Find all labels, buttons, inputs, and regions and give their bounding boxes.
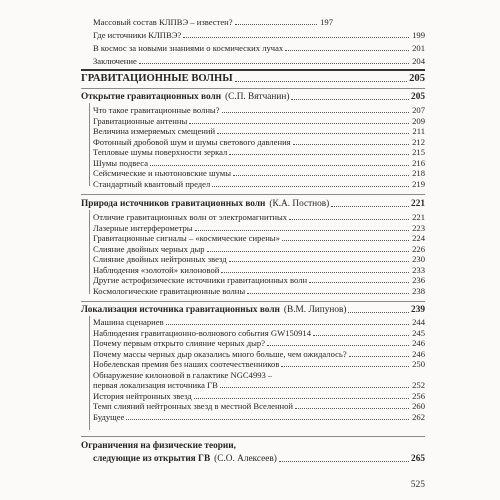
leader-dots: [217, 133, 409, 134]
toc-item-page: 226: [412, 243, 425, 254]
toc-item-title: Обнаружение килоновой в галактике NGC4993 –: [93, 369, 273, 380]
leader-dots: [235, 81, 407, 82]
leader-dots: [126, 419, 409, 420]
part-heading-line1: [81, 440, 425, 452]
toc-item-page: 238: [412, 285, 425, 296]
leader-dots: [139, 63, 409, 64]
chapter-rule: [81, 69, 425, 71]
toc-item-title: Наблюдения «золотой» килоновой: [93, 264, 220, 275]
toc-item-page: 211: [412, 126, 425, 136]
toc-item-page: 252: [412, 380, 425, 390]
toc-item-page: 204: [412, 56, 425, 66]
leader-dots: [207, 251, 409, 252]
toc-item-page: 224: [412, 233, 425, 243]
toc-item-page: 207: [412, 105, 425, 115]
part-heading: [81, 198, 425, 210]
toc-item: [93, 178, 425, 190]
toc-item-title: Отличие гравитационных волн от электромагнитных: [93, 212, 288, 222]
leader-dots: [247, 293, 409, 294]
toc-item-page: 218: [412, 168, 425, 178]
toc-item-title: Тепловые шумы поверхности зеркал: [93, 147, 228, 157]
toc-item-page: 250: [412, 359, 425, 369]
leader-dots: [233, 175, 409, 176]
toc-item-title: Массовый состав КЛПВЭ – известен?: [93, 17, 233, 27]
chapter-heading: [81, 73, 425, 85]
leader-dots: [331, 206, 409, 207]
toc-item-title: Темп слияний нейтронных звезд в местной Вселенной: [93, 401, 294, 411]
toc-item-page: 246: [412, 348, 425, 359]
chapter-title: ГРАВИТАЦИОННЫЕ ВОЛНЫ: [81, 73, 233, 84]
toc-item-title: Машина сценариев: [93, 317, 164, 327]
toc-item-title: Заключение: [93, 56, 137, 66]
leader-dots: [313, 335, 409, 336]
part-author: (К.А. Постнов): [269, 199, 330, 209]
leader-dots: [285, 50, 409, 51]
toc-item-page: 212: [412, 136, 425, 147]
leader-dots: [183, 37, 409, 38]
leader-dots: [281, 366, 409, 367]
toc-item-page: 223: [412, 222, 425, 233]
toc-item-title: Гравитационные антенны: [93, 115, 188, 126]
part-title: следующие из открытия ГВ: [93, 454, 211, 464]
toc-item-title: Наблюдения гравитационно-волнового события GW150914: [93, 327, 311, 338]
part-page: 239: [411, 305, 425, 315]
part-title: Открытие гравитационных волн: [81, 92, 222, 102]
leader-dots: [293, 144, 409, 145]
leader-dots: [229, 154, 409, 155]
toc-item: [93, 285, 425, 297]
toc-item-page: 215: [412, 147, 425, 157]
toc-item-title: Фотонный дробовой шум и шумы светового давления: [93, 136, 291, 147]
leader-dots: [291, 99, 409, 100]
part-page: 205: [411, 92, 425, 102]
leader-dots: [195, 230, 409, 231]
leader-dots: [309, 282, 409, 283]
toc-item-title: Величина измеряемых смещений: [93, 126, 216, 136]
toc-item-title: Будущее: [93, 411, 125, 422]
leader-dots: [282, 240, 409, 241]
part-page: 265: [411, 454, 425, 464]
leader-dots: [229, 261, 409, 262]
toc-item-page: 262: [412, 411, 425, 422]
part-page: 221: [411, 199, 425, 209]
toc-item-title: Гравитационные сигналы – «космические сирены»: [93, 233, 280, 243]
divider: [81, 88, 425, 89]
toc-item-title: Почему первым открыто слияние черных дыр?: [93, 338, 266, 348]
toc-item-title: История нейтронных звезд: [93, 390, 192, 401]
toc-item-title: Другие астрофизические источники гравитационных волн: [93, 275, 308, 285]
toc-item-page: 199: [412, 30, 425, 40]
leader-dots: [166, 324, 409, 325]
leader-dots: [222, 112, 409, 113]
leader-dots: [189, 123, 409, 124]
toc-item: [93, 411, 425, 423]
toc-item-page: 221: [412, 212, 425, 222]
part-author: (С.П. Вятчанин): [225, 92, 290, 102]
leader-dots: [194, 398, 409, 399]
toc-item-page: 230: [412, 254, 425, 264]
part-sidebar-line: [89, 210, 90, 294]
toc-item-title: Слияние двойных нейтронных звезд: [93, 254, 227, 264]
part-heading-line2: [93, 453, 425, 465]
toc-item-title: Лазерные интерферометры: [93, 222, 193, 233]
leader-dots: [348, 312, 409, 313]
toc-item-title: Почему массы черных дыр оказались много больше, чем ожидалось?: [93, 348, 347, 359]
toc-item-page: 260: [412, 401, 425, 411]
part-heading: [81, 304, 425, 316]
part-author: (С.О. Алексеев): [214, 454, 277, 464]
toc-item-title: Сейсмические и ньютоновские шумы: [93, 168, 231, 178]
toc-item-title: В космос за новыми знаниями о космических лучах: [93, 43, 284, 53]
toc-item-page: 209: [412, 115, 425, 126]
toc-item: [93, 42, 425, 54]
leader-dots: [221, 272, 409, 273]
leader-dots: [349, 356, 409, 357]
toc-item-title: Что такое гравитационные волны?: [93, 105, 220, 115]
toc-item-title: Шумы подвеса: [93, 157, 149, 168]
toc-item-page: 236: [412, 275, 425, 285]
part-sidebar-line: [89, 316, 90, 430]
leader-dots: [150, 165, 409, 166]
toc-item-page: 197: [320, 17, 333, 27]
leader-dots: [295, 408, 409, 409]
toc-item-page: 219: [412, 178, 425, 189]
part-title: Локализация источника гравитационных волн: [81, 305, 280, 315]
toc-item-page: 256: [412, 390, 425, 401]
toc-item-page: 245: [412, 327, 425, 338]
part-title: Природа источников гравитационных волн: [81, 199, 266, 209]
toc-item: [93, 55, 425, 67]
divider: [81, 194, 425, 195]
toc-item-page: 216: [412, 157, 425, 168]
toc-item: [93, 16, 333, 28]
toc-item-title: Слияние двойных черных дыр: [93, 243, 205, 254]
toc-item-title: первая локализация источника ГВ: [93, 380, 218, 390]
leader-dots: [267, 345, 409, 346]
part-heading: [81, 91, 425, 103]
toc-item-page: 201: [412, 43, 425, 53]
toc-item-title: Космологические гравитационные волны: [93, 285, 246, 296]
toc-item: [93, 29, 425, 41]
toc-item-title: Стандартный квантовый предел: [93, 178, 211, 189]
divider: [81, 301, 425, 302]
toc-item-page: 244: [412, 317, 425, 327]
toc-item-title: Где источники КЛПВЭ?: [93, 30, 182, 40]
leader-dots: [212, 186, 409, 187]
toc-item-page: 246: [412, 338, 425, 348]
divider: [81, 436, 425, 437]
leader-dots: [220, 387, 409, 388]
part-sidebar-line: [89, 103, 90, 186]
part-author: (В.М. Липунов): [283, 305, 347, 315]
leader-dots: [289, 219, 409, 220]
part-title: Ограничения на физические теории,: [81, 441, 236, 451]
page-number: 525: [410, 480, 425, 490]
toc-item-title: Нобелевская премия без наших соотечественников: [93, 359, 280, 369]
leader-dots: [235, 24, 317, 25]
chapter-page: 205: [409, 73, 425, 84]
toc-item-page: 233: [412, 264, 425, 275]
leader-dots: [279, 461, 409, 462]
